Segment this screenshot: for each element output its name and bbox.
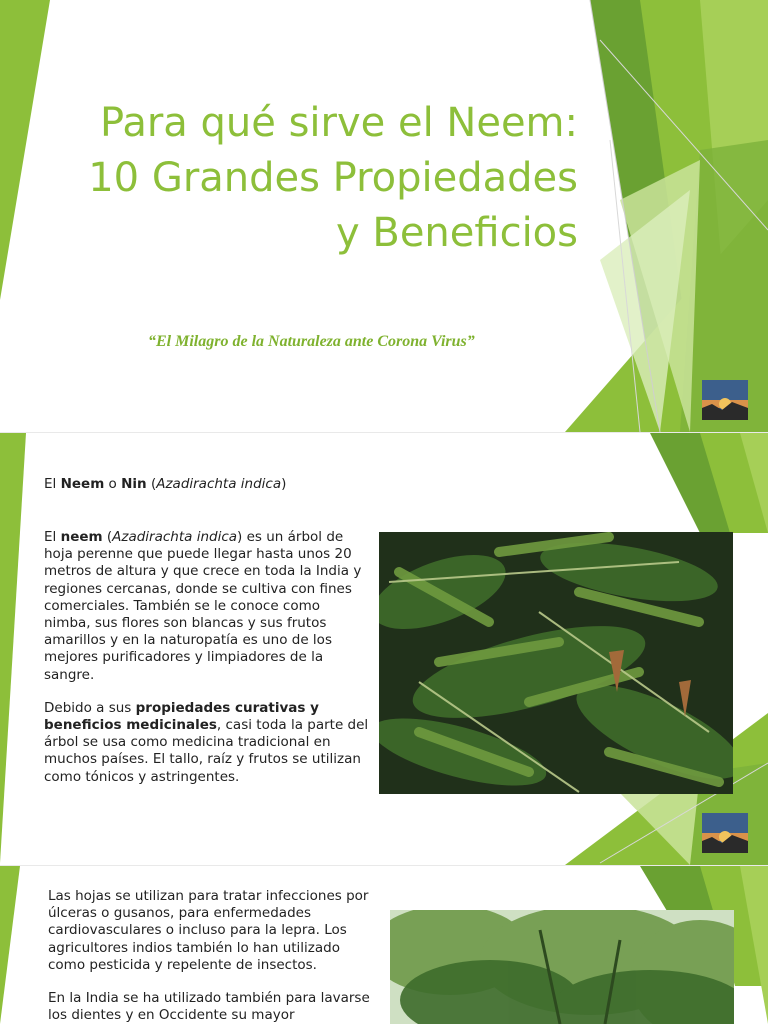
content-slide-leaves bbox=[0, 866, 768, 1024]
neem-heading: El Neem o Nin (Azadirachta indica) bbox=[44, 476, 287, 492]
neem-leaves-photo bbox=[379, 532, 733, 794]
paragraph-1: El neem (Azadirachta indica) es un árbol de hoja perenne que puede llegar hasta unos 20 metros de altura y que crece en toda la India y regiones cercanas, donde se cultiva con fines comerciales. También se le conoce como nimba, sus flores son blancas y sus frutos amarillos y en la naturopatía es uno de los mejores purificadores y limpiadores de la sangre. bbox=[44, 529, 362, 683]
sunset-landscape-icon bbox=[702, 813, 748, 853]
title-line-2: 10 Grandes Propiedades bbox=[88, 155, 578, 201]
neem-description bbox=[44, 529, 370, 802]
content-slide-neem bbox=[0, 433, 768, 865]
slide-title bbox=[88, 96, 578, 261]
neem-tree-photo bbox=[390, 910, 734, 1024]
title-slide bbox=[0, 0, 768, 432]
paragraph-2: En la India se ha utilizado también para lavarse los dientes y en Occidente su mayor bbox=[48, 990, 370, 1024]
slide-subtitle: “El Milagro de la Naturaleza ante Corona Virus” bbox=[148, 333, 475, 350]
sunset-landscape-icon bbox=[702, 380, 748, 420]
paragraph-1: Las hojas se utilizan para tratar infecciones por úlceras o gusanos, para enfermedades cardiovasculares o incluso para la lepra. Los agricultores indios también lo han utilizado como pesticida y repelente de insectos. bbox=[48, 888, 369, 973]
title-line-3: y Beneficios bbox=[335, 210, 578, 256]
leaves-description bbox=[48, 888, 378, 1024]
paragraph-2: Debido a sus propiedades curativas y beneficios medicinales, casi toda la parte del árbol se usa como medicina tradicional en muchos países. El tallo, raíz y frutos se utilizan como tónicos y astringentes. bbox=[44, 699, 369, 785]
title-line-1: Para qué sirve el Neem: bbox=[100, 100, 578, 146]
